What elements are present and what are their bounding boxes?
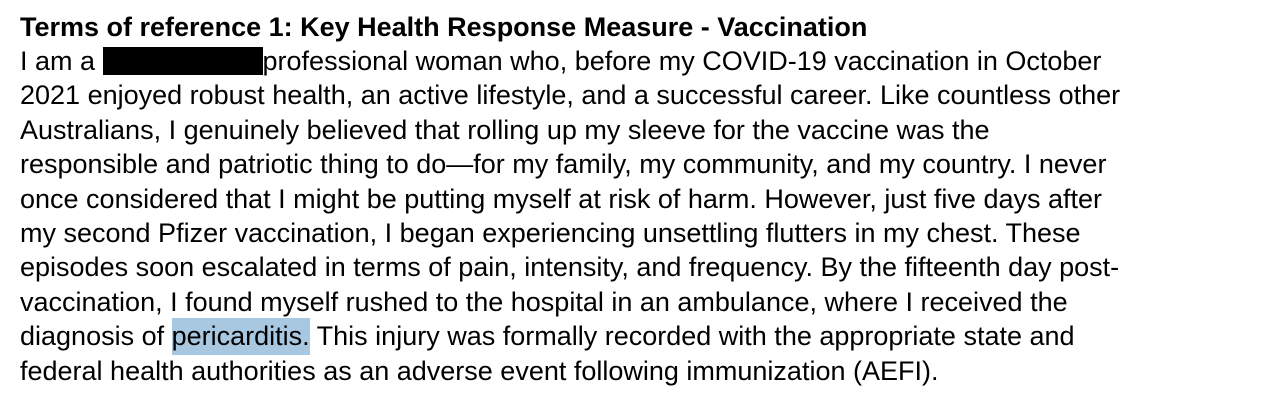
paragraph-line	[20, 44, 1280, 78]
redaction-block	[103, 47, 263, 75]
paragraph-line: my second Pfizer vaccination, I began experiencing unsettling flutters in my chest. These	[20, 218, 1081, 249]
paragraph-line: 2021 enjoyed robust health, an active lifestyle, and a successful career. Like countless other	[20, 80, 1121, 111]
line-text: This injury was formally recorded with the appropriate state and	[309, 321, 1075, 352]
paragraph-line: episodes soon escalated in terms of pain, intensity, and frequency. By the fifteenth day post-	[20, 252, 1120, 283]
paragraph-line: responsible and patriotic thing to do—for my family, my community, and my country. I never	[20, 149, 1107, 180]
section-heading: Terms of reference 1: Key Health Response Measure - Vaccination	[20, 12, 868, 42]
paragraph-line: vaccination, I found myself rushed to the hospital in an ambulance, where I received the	[20, 286, 1068, 317]
paragraph-line	[20, 319, 1280, 353]
paragraph-line: Australians, I genuinely believed that rolling up my sleeve for the vaccine was the	[20, 114, 990, 145]
line-text: professional woman who, before my COVID-19 vaccination in October	[262, 46, 1102, 76]
line-text: I am a	[20, 46, 103, 76]
line-text: diagnosis of	[20, 321, 172, 352]
selected-text-highlight[interactable]: pericarditis.	[172, 318, 310, 355]
body-paragraph	[20, 44, 1280, 388]
paragraph-line: once considered that I might be putting myself at risk of harm. However, just five days after	[20, 183, 1103, 214]
paragraph-line: federal health authorities as an adverse event following immunization (AEFI).	[20, 355, 939, 386]
document-page	[20, 10, 1280, 388]
